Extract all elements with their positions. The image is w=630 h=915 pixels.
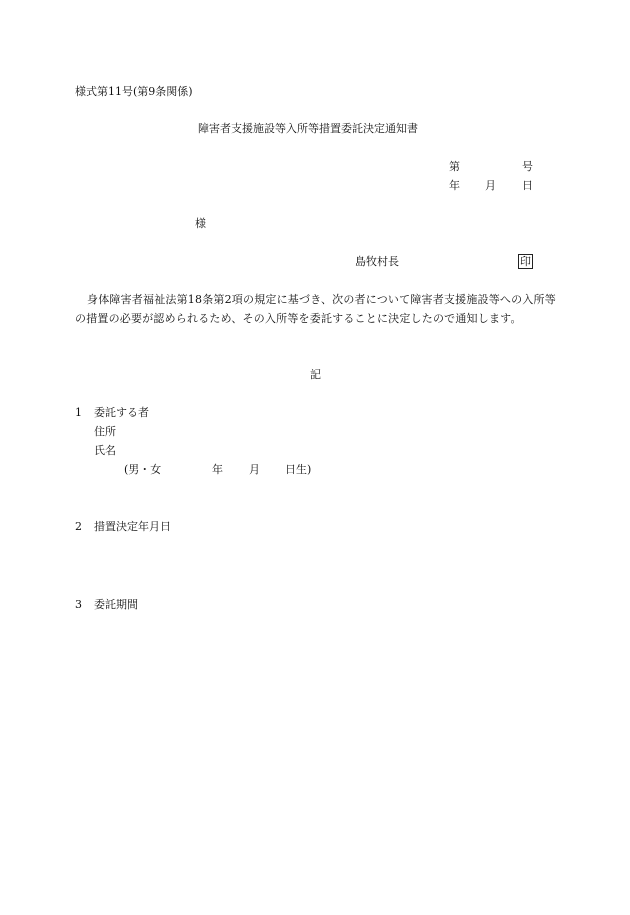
item1-label: 委託する者 [94, 406, 149, 419]
document-title: 障害者支援施設等入所等措置委託決定通知書 [198, 122, 418, 135]
date-month: 月 [485, 179, 496, 192]
date-day: 日 [522, 179, 533, 192]
item2-number: 2 [75, 520, 82, 533]
reference-dai: 第 [449, 160, 460, 173]
item3-label: 委託期間 [94, 598, 138, 611]
sex-label: (男・女 [124, 463, 162, 476]
issuer-name: 島牧村長 [355, 255, 399, 268]
name-label: 氏名 [94, 444, 116, 457]
birth-month: 月 [249, 463, 260, 476]
birth-year: 年 [212, 463, 223, 476]
reference-go: 号 [522, 160, 533, 173]
item1-number: 1 [75, 406, 82, 419]
date-year: 年 [449, 179, 460, 192]
birth-day: 日生) [285, 463, 312, 476]
item2-label: 措置決定年月日 [94, 520, 171, 533]
form-label: 様式第11号(第9条関係) [75, 85, 193, 98]
ki-heading: 記 [310, 368, 321, 381]
address-label: 住所 [94, 425, 116, 438]
seal-label: 印 [520, 255, 531, 268]
body-paragraph: 身体障害者福祉法第18条第2項の規定に基づき、次の者について障害者支援施設等への入所等の措置の必要が認められるため、その入所等を委託することに決定したので通知します。 [75, 293, 556, 325]
item3-number: 3 [75, 598, 82, 611]
seal-stamp [518, 254, 533, 269]
recipient-suffix: 様 [195, 217, 206, 230]
